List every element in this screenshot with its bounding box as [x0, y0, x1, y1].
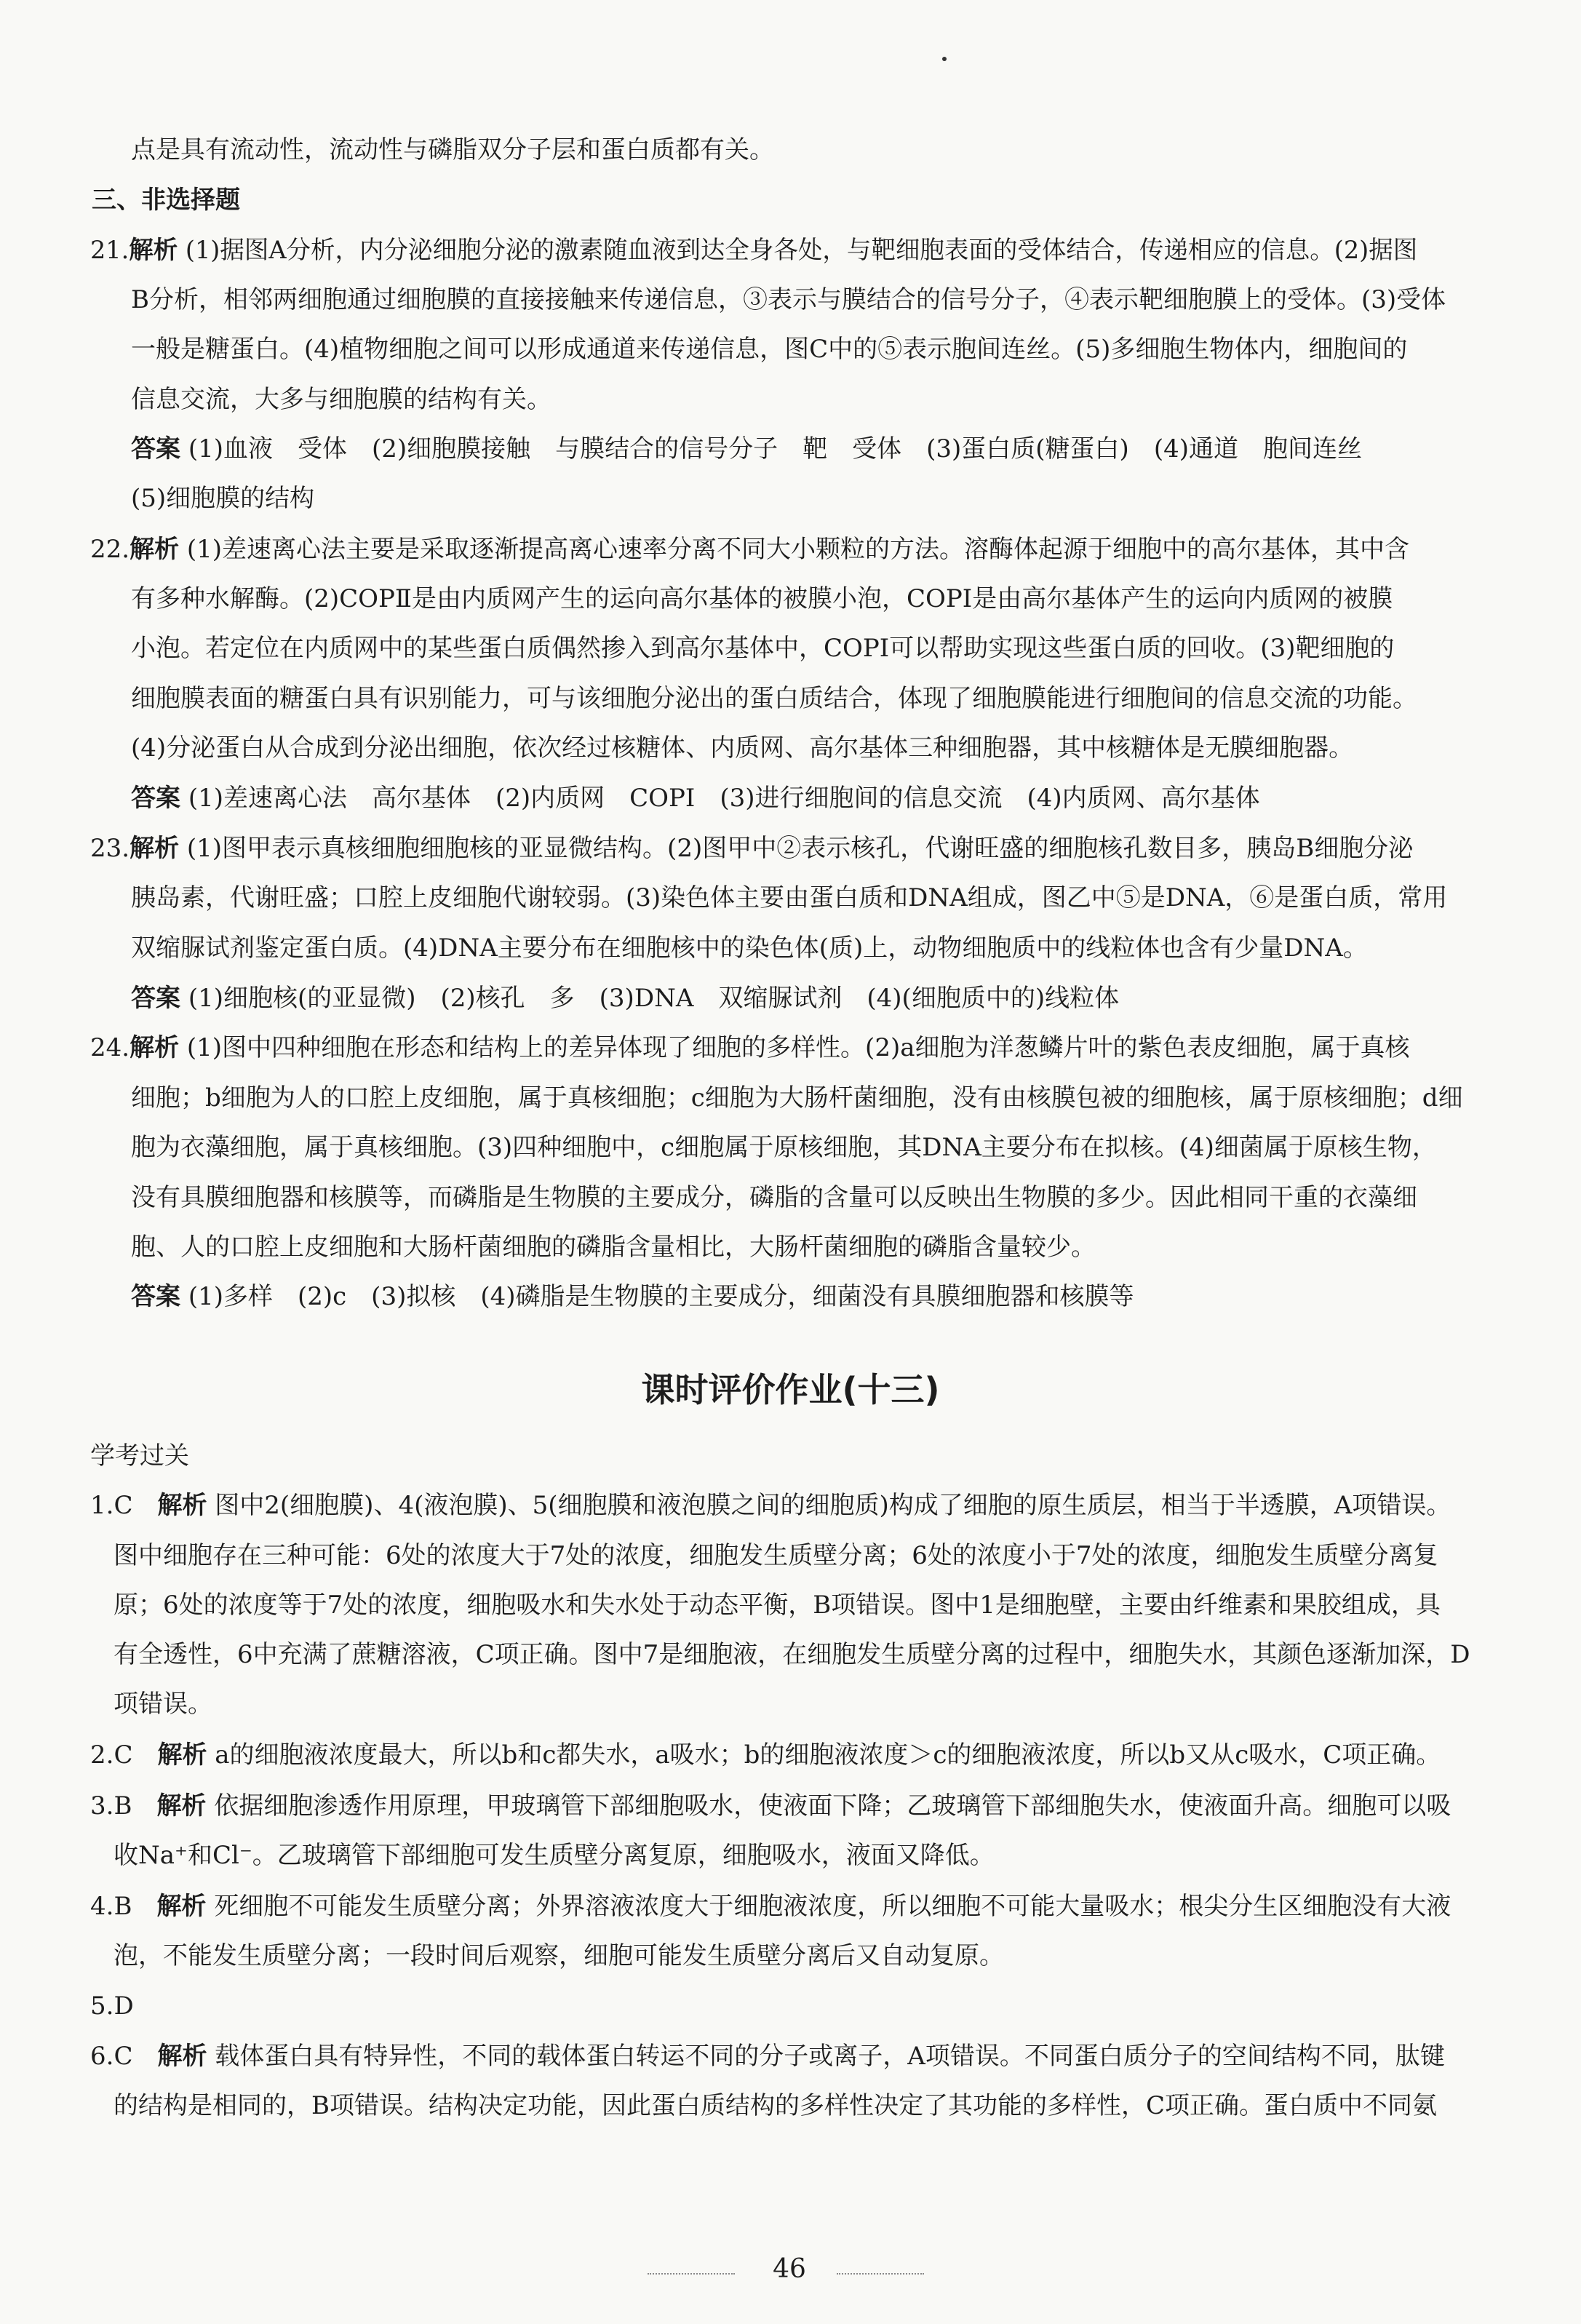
item-number: 4.B — [90, 1892, 132, 1921]
question-24-line-3: 胞为衣藻细胞，属于真核细胞。(3)四种细胞中，c细胞属于原核细胞，其DNA主要分布在拟核。(4)细菌属于原核生物， — [131, 1133, 1437, 1162]
analysis-label: 解析 — [129, 236, 178, 265]
question-22-line-2: 有多种水解酶。(2)COPⅡ是由内质网产生的运向高尔基体的被膜小泡，COPⅠ是由高尔基体产生的运向内质网的被膜 — [131, 584, 1393, 613]
answer-21-line-1: 答案 (1)血液 受体 (2)细胞膜接触 与膜结合的信号分子 靶 受体 (3)蛋白质(糖蛋白) (4)通道 胞间连丝 — [131, 434, 1362, 463]
answer-label: 答案 — [131, 784, 180, 813]
top-dot — [942, 57, 947, 61]
item-6-line-2: 的结构是相同的，B项错误。结构决定功能，因此蛋白质结构的多样性决定了其功能的多样性，C项正确。蛋白质中不同氨 — [114, 2091, 1437, 2120]
item-2: 2.C 解析 a的细胞液浓度最大，所以b和c都失水，a吸水；b的细胞液浓度＞c的细胞液浓度，所以b又从c吸水，C项正确。 — [90, 1740, 1441, 1770]
question-number: 22. — [90, 535, 130, 564]
question-22-line-1: 22.解析 (1)差速离心法主要是采取逐渐提高离心速率分离不同大小颗粒的方法。溶酶体起源于细胞中的高尔基体，其中含 — [90, 535, 1410, 564]
answer-21-line-2: (5)细胞膜的结构 — [131, 484, 315, 513]
question-23-line-1: 23.解析 (1)图甲表示真核细胞细胞核的亚显微结构。(2)图甲中②表示核孔，代谢旺盛的细胞核孔数目多，胰岛B细胞分泌 — [90, 834, 1414, 863]
page-footer — [0, 2254, 1581, 2291]
item-number: 6.C — [90, 2042, 133, 2071]
item-number: 5.D — [90, 1991, 134, 2021]
question-21-line-3: 一般是糖蛋白。(4)植物细胞之间可以形成通道来传递信息，图C中的⑤表示胞间连丝。(5)多细胞生物体内，细胞间的 — [131, 335, 1408, 364]
analysis-label: 解析 — [130, 535, 180, 564]
subsection-heading: 学考过关 — [90, 1441, 189, 1471]
question-24-line-1: 24.解析 (1)图中四种细胞在形态和结构上的差异体现了细胞的多样性。(2)a细胞为洋葱鳞片叶的紫色表皮细胞，属于真核 — [90, 1033, 1410, 1062]
question-21-line-4: 信息交流，大多与细胞膜的结构有关。 — [131, 385, 551, 414]
question-24-line-5: 胞、人的口腔上皮细胞和大肠杆菌细胞的磷脂含量相比，大肠杆菌细胞的磷脂含量较少。 — [131, 1233, 1096, 1262]
question-number: 23. — [90, 834, 130, 863]
question-21-line-2: B分析，相邻两细胞通过细胞膜的直接接触来传递信息，③表示与膜结合的信号分子，④表示靶细胞膜上的受体。(3)受体 — [131, 285, 1446, 314]
analysis-label: 解析 — [156, 1892, 207, 1921]
item-4-line-2: 泡，不能发生质壁分离；一段时间后观察，细胞可能发生质壁分离后又自动复原。 — [114, 1941, 1004, 1970]
item-1-line-1: 1.C 解析 图中2(细胞膜)、4(液泡膜)、5(细胞膜和液泡膜之间的细胞质)构成了细胞的原生质层，相当于半透膜，A项错误。 — [90, 1491, 1451, 1520]
footer-divider-left — [648, 2273, 735, 2275]
analysis-label: 解析 — [157, 2042, 207, 2071]
item-1-line-5: 项错误。 — [114, 1690, 212, 1719]
item-1-line-2: 图中细胞存在三种可能：6处的浓度大于7处的浓度，细胞发生质壁分离；6处的浓度小于7处的浓度，细胞发生质壁分离复 — [114, 1541, 1438, 1570]
item-number: 1.C — [90, 1491, 133, 1520]
answer-label: 答案 — [131, 1282, 180, 1311]
answer-24-line-1: 答案 (1)多样 (2)c (3)拟核 (4)磷脂是生物膜的主要成分，细菌没有具膜细胞器和核膜等 — [131, 1282, 1134, 1311]
item-number: 3.B — [90, 1791, 132, 1820]
answer-label: 答案 — [131, 434, 180, 463]
question-22-line-5: (4)分泌蛋白从合成到分泌出细胞，依次经过核糖体、内质网、高尔基体三种细胞器，其中核糖体是无膜细胞器。 — [131, 733, 1354, 763]
item-3-line-1: 3.B 解析 依据细胞渗透作用原理，甲玻璃管下部细胞吸水，使液面下降；乙玻璃管下部细胞失水，使液面升高。细胞可以吸 — [90, 1791, 1451, 1820]
question-23-line-3: 双缩脲试剂鉴定蛋白质。(4)DNA主要分布在细胞核中的染色体(质)上，动物细胞质中的线粒体也含有少量DNA。 — [131, 934, 1368, 963]
item-5 — [90, 1990, 134, 2022]
item-3-line-2: 收Na⁺和Cl⁻。乙玻璃管下部细胞可发生质壁分离复原，细胞吸水，液面又降低。 — [114, 1841, 995, 1870]
analysis-label: 解析 — [157, 1491, 207, 1520]
question-22-line-4: 细胞膜表面的糖蛋白具有识别能力，可与该细胞分泌出的蛋白质结合，体现了细胞膜能进行细胞间的信息交流的功能。 — [131, 684, 1417, 713]
question-number: 21. — [90, 236, 130, 265]
question-23-line-2: 胰岛素，代谢旺盛；口腔上皮细胞代谢较弱。(3)染色体主要由蛋白质和DNA组成，图乙中⑤是DNA，⑥是蛋白质，常用 — [131, 883, 1448, 912]
item-1-line-3: 原；6处的浓度等于7处的浓度，细胞吸水和失水处于动态平衡，B项错误。图中1是细胞壁，主要由纤维素和果胶组成，具 — [114, 1591, 1441, 1620]
item-4-line-1: 4.B 解析 死细胞不可能发生质壁分离；外界溶液浓度大于细胞液浓度，所以细胞不可能大量吸水；根尖分生区细胞没有大液 — [90, 1892, 1451, 1921]
page-number: 46 — [773, 2254, 806, 2284]
question-24-line-4: 没有具膜细胞器和核膜等，而磷脂是生物膜的主要成分，磷脂的含量可以反映出生物膜的多少。因此相同干重的衣藻细 — [131, 1183, 1417, 1212]
analysis-label: 解析 — [130, 834, 180, 863]
analysis-label: 解析 — [156, 1791, 207, 1820]
question-22-line-3: 小泡。若定位在内质网中的某些蛋白质偶然掺入到高尔基体中，COPⅠ可以帮助实现这些蛋白质的回收。(3)靶细胞的 — [131, 634, 1395, 663]
analysis-label: 解析 — [130, 1033, 180, 1062]
question-number: 24. — [90, 1033, 130, 1062]
answer-23-line-1: 答案 (1)细胞核(的亚显微) (2)核孔 多 (3)DNA 双缩脲试剂 (4)(细胞质中的)线粒体 — [131, 984, 1120, 1013]
question-21-line-1: 21.解析 (1)据图A分析，内分泌细胞分泌的激素随血液到达全身各处，与靶细胞表面的受体结合，传递相应的信息。(2)据图 — [90, 236, 1418, 265]
answer-label: 答案 — [131, 984, 180, 1013]
analysis-label: 解析 — [157, 1740, 207, 1770]
item-6-line-1: 6.C 解析 载体蛋白具有特异性，不同的载体蛋白转运不同的分子或离子，A项错误。不同蛋白质分子的空间结构不同，肽键 — [90, 2042, 1445, 2071]
item-1-line-4: 有全透性，6中充满了蔗糖溶液，C项正确。图中7是细胞液，在细胞发生质壁分离的过程中，细胞失水，其颜色逐渐加深，D — [114, 1640, 1470, 1669]
question-24-line-2: 细胞；b细胞为人的口腔上皮细胞，属于真核细胞；c细胞为大肠杆菌细胞，没有由核膜包被的细胞核，属于原核细胞；d细 — [131, 1083, 1463, 1113]
page-title: 课时评价作业(十三) — [641, 1370, 940, 1409]
item-number: 2.C — [90, 1740, 133, 1770]
footer-divider-right — [837, 2273, 924, 2275]
section-heading: 三、非选择题 — [92, 186, 240, 215]
answer-22-line-1: 答案 (1)差速离心法 高尔基体 (2)内质网 COPⅠ (3)进行细胞间的信息交流 (4)内质网、高尔基体 — [131, 784, 1260, 813]
intro-line: 点是具有流动性，流动性与磷脂双分子层和蛋白质都有关。 — [131, 135, 774, 164]
